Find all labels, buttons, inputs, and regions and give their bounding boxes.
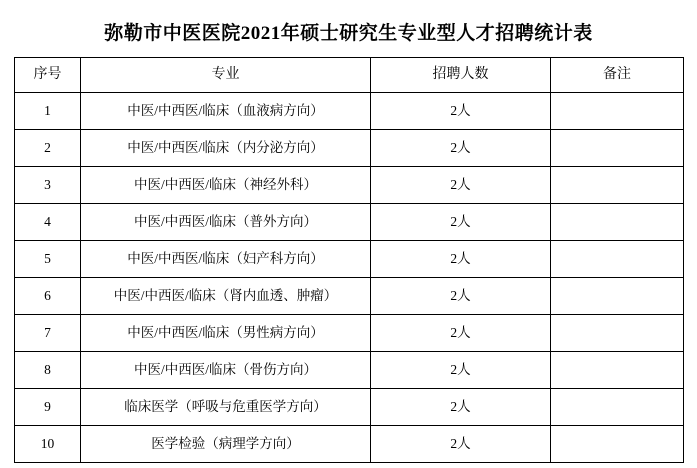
cell-index: 7 [15, 315, 81, 352]
column-header-major: 专业 [81, 58, 371, 93]
table-row [15, 167, 684, 204]
cell-index: 10 [15, 426, 81, 463]
cell-index: 5 [15, 241, 81, 278]
cell-index: 6 [15, 278, 81, 315]
cell-note [551, 278, 684, 315]
cell-major: 中医/中西医/临床（内分泌方向） [81, 130, 371, 167]
cell-major: 中医/中西医/临床（男性病方向） [81, 315, 371, 352]
page-title: 弥勒市中医医院2021年硕士研究生专业型人才招聘统计表 [104, 23, 593, 44]
table-row [15, 352, 684, 389]
cell-major: 临床医学（呼吸与危重医学方向） [81, 389, 371, 426]
cell-count: 2人 [371, 389, 551, 426]
table-body [15, 93, 684, 463]
column-header-index: 序号 [15, 58, 81, 93]
table-row [15, 241, 684, 278]
cell-count: 2人 [371, 93, 551, 130]
cell-index: 9 [15, 389, 81, 426]
table-row [15, 389, 684, 426]
cell-index: 8 [15, 352, 81, 389]
cell-count: 2人 [371, 204, 551, 241]
cell-note [551, 204, 684, 241]
cell-major: 中医/中西医/临床（普外方向） [81, 204, 371, 241]
cell-note [551, 389, 684, 426]
cell-note [551, 426, 684, 463]
column-header-count: 招聘人数 [371, 58, 551, 93]
cell-note [551, 93, 684, 130]
cell-note [551, 315, 684, 352]
recruitment-table [14, 57, 684, 463]
cell-count: 2人 [371, 315, 551, 352]
cell-count: 2人 [371, 278, 551, 315]
table-row [15, 130, 684, 167]
cell-index: 1 [15, 93, 81, 130]
cell-note [551, 167, 684, 204]
cell-count: 2人 [371, 352, 551, 389]
table-header-row [15, 58, 684, 93]
cell-count: 2人 [371, 241, 551, 278]
cell-major: 中医/中西医/临床（血液病方向） [81, 93, 371, 130]
cell-note [551, 241, 684, 278]
column-header-note: 备注 [551, 58, 684, 93]
cell-major: 中医/中西医/临床（骨伤方向） [81, 352, 371, 389]
table-row [15, 204, 684, 241]
cell-major: 中医/中西医/临床（神经外科） [81, 167, 371, 204]
table-row [15, 278, 684, 315]
cell-count: 2人 [371, 426, 551, 463]
cell-major: 中医/中西医/临床（肾内血透、肿瘤） [81, 278, 371, 315]
cell-count: 2人 [371, 167, 551, 204]
table-row [15, 315, 684, 352]
table-header [15, 58, 684, 93]
cell-note [551, 352, 684, 389]
cell-index: 3 [15, 167, 81, 204]
cell-note [551, 130, 684, 167]
cell-index: 2 [15, 130, 81, 167]
table-container [0, 57, 697, 463]
table-row [15, 426, 684, 463]
cell-index: 4 [15, 204, 81, 241]
table-row [15, 93, 684, 130]
cell-major: 中医/中西医/临床（妇产科方向） [81, 241, 371, 278]
cell-major: 医学检验（病理学方向） [81, 426, 371, 463]
cell-count: 2人 [371, 130, 551, 167]
